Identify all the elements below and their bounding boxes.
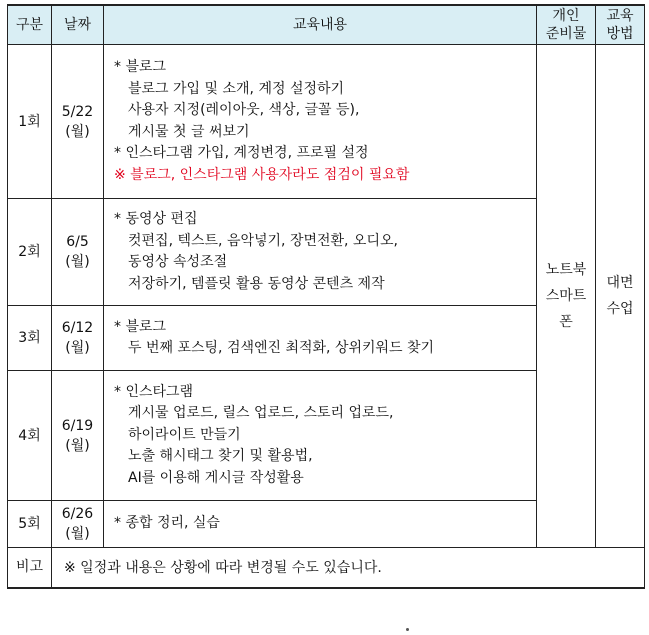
content-line: * 종합 정리, 실습 <box>114 515 220 532</box>
date-cell <box>52 306 104 371</box>
day-value: (월) <box>65 254 90 270</box>
content-line: AI를 이용해 게시글 작성활용 <box>128 469 304 486</box>
date-value: 6/5 <box>66 234 89 250</box>
materials-line: 스마트 <box>545 288 587 304</box>
content-line: 동영상 속성조절 <box>128 254 228 270</box>
day-value: (월) <box>65 437 90 454</box>
content-cell <box>104 306 537 371</box>
materials-cell <box>537 45 596 548</box>
content-line: 블로그 가입 및 소개, 계정 설정하기 <box>128 80 345 97</box>
round-cell: 2회 <box>8 199 52 306</box>
date-cell <box>52 199 104 306</box>
header-method-line1: 교육 <box>606 8 634 24</box>
header-row <box>8 5 645 45</box>
method-line: 수업 <box>606 301 634 317</box>
date-cell <box>52 501 104 548</box>
content-line: 컷편집, 텍스트, 음악넣기, 장면전환, 오디오, <box>128 232 398 249</box>
note-row <box>8 548 645 588</box>
round-cell: 5회 <box>8 501 52 548</box>
content-line: * 블로그 <box>114 59 167 75</box>
note-text: ※ 일정과 내용은 상황에 따라 변경될 수도 있습니다. <box>52 548 645 588</box>
stray-dot <box>406 628 409 631</box>
content-line: * 동영상 편집 <box>114 211 198 227</box>
day-value: (월) <box>65 340 90 356</box>
content-line: 두 번째 포스팅, 검색엔진 최적화, 상위키워드 찾기 <box>128 340 435 356</box>
round-cell: 4회 <box>8 371 52 501</box>
header-method-line2: 방법 <box>606 26 634 42</box>
date-value: 6/26 <box>61 506 94 522</box>
content-line: * 블로그 <box>114 318 167 335</box>
day-value: (월) <box>65 123 90 140</box>
header-materials-line1: 개인 <box>552 8 580 24</box>
date-cell <box>52 371 104 501</box>
content-line: 하이라이트 만들기 <box>128 426 241 443</box>
content-line: * 인스타그램 가입, 계정변경, 프로필 설정 <box>114 145 369 161</box>
content-cell <box>104 371 537 501</box>
method-cell <box>596 45 645 548</box>
day-value: (월) <box>65 526 90 542</box>
note-label: 비고 <box>8 548 52 588</box>
header-date: 날짜 <box>52 5 104 45</box>
content-line: 저장하기, 템플릿 활용 동영상 콘텐츠 제작 <box>128 275 385 292</box>
materials-line: 폰 <box>559 314 573 330</box>
content-cell <box>104 199 537 306</box>
content-line: 노출 해시태그 찾기 및 활용법, <box>128 448 313 465</box>
date-value: 6/19 <box>61 417 94 434</box>
content-line: 게시물 업로드, 릴스 업로드, 스토리 업로드, <box>128 405 394 422</box>
content-cell <box>104 501 537 548</box>
content-cell <box>104 45 537 199</box>
content-line: 사용자 지정(레이아웃, 색상, 글꼴 등), <box>128 102 360 118</box>
materials-line: 노트북 <box>545 262 587 278</box>
round-cell: 1회 <box>8 45 52 199</box>
warning-line: ※ 블로그, 인스타그램 사용자라도 점검이 필요함 <box>114 166 410 183</box>
date-cell <box>52 45 104 199</box>
round-cell: 3회 <box>8 306 52 371</box>
schedule-table <box>7 4 645 589</box>
content-line: 게시물 첫 글 써보기 <box>128 123 250 140</box>
header-method <box>596 5 645 45</box>
header-materials-line2: 준비물 <box>545 26 587 42</box>
content-line: * 인스타그램 <box>114 383 194 400</box>
header-materials <box>537 5 596 45</box>
table-row <box>8 45 645 199</box>
method-line: 대면 <box>606 275 634 291</box>
header-round: 구분 <box>8 5 52 45</box>
date-value: 6/12 <box>61 320 94 336</box>
date-value: 5/22 <box>61 103 94 120</box>
header-content: 교육내용 <box>104 5 537 45</box>
